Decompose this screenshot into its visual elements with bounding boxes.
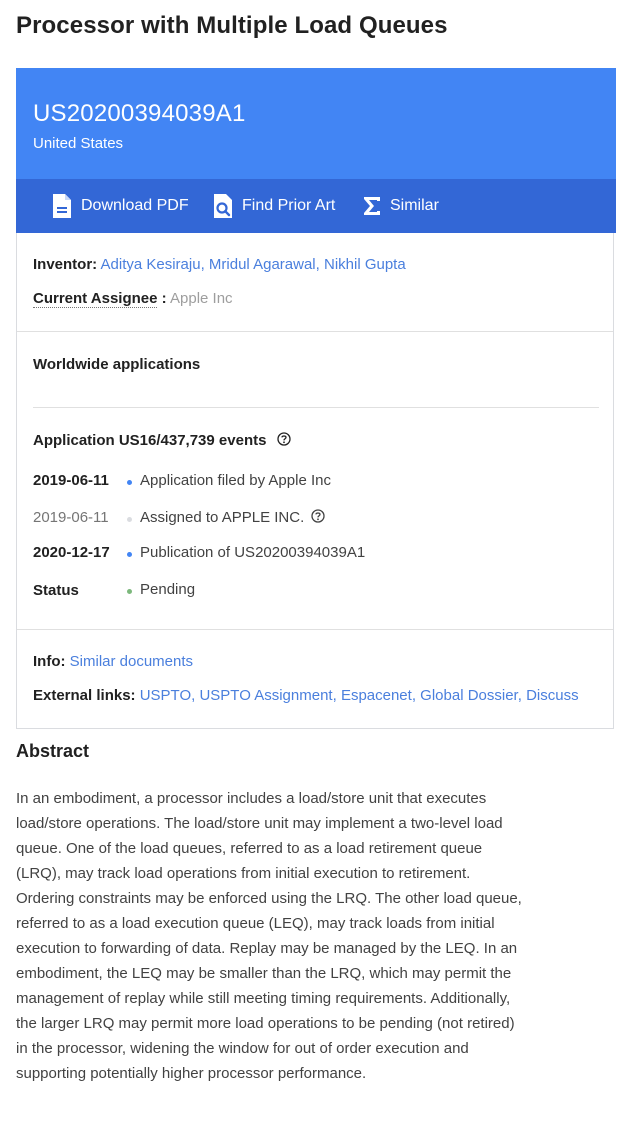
application-events-label: Application US16/437,739 events xyxy=(33,432,267,449)
event-text: Publication of US20200394039A1 xyxy=(140,544,366,561)
page-title: Processor with Multiple Load Queues xyxy=(16,12,448,39)
divider xyxy=(33,407,599,408)
event-text-row xyxy=(140,509,325,527)
info-label: Info: xyxy=(33,653,66,670)
info-row xyxy=(33,653,193,670)
links-section xyxy=(17,630,613,728)
prior-art-search-icon xyxy=(212,193,242,219)
applications-section xyxy=(17,332,613,630)
similar-documents-link[interactable]: Similar documents xyxy=(69,653,194,670)
event-date: 2019-06-11 xyxy=(33,472,109,489)
country-label: United States xyxy=(33,135,124,152)
help-icon[interactable] xyxy=(277,432,291,450)
abstract-heading: Abstract xyxy=(16,741,90,761)
find-prior-art-label: Find Prior Art xyxy=(242,197,336,214)
event-bullet xyxy=(127,517,132,522)
inventor-link[interactable]: Nikhil Gupta xyxy=(323,256,406,273)
event-bullet xyxy=(127,552,132,557)
event-date: 2019-06-11 xyxy=(33,509,109,526)
external-link-uspto[interactable]: USPTO xyxy=(139,687,192,704)
assignee-value: Apple Inc xyxy=(170,290,233,307)
similar-label: Similar xyxy=(390,197,439,214)
help-icon[interactable] xyxy=(311,509,325,527)
patent-header xyxy=(16,68,616,179)
find-prior-art-button[interactable] xyxy=(212,179,335,233)
patent-toolbar xyxy=(16,179,616,233)
publication-number: US20200394039A1 xyxy=(33,100,246,127)
inventor-label: Inventor: xyxy=(33,256,98,273)
people-section xyxy=(17,233,613,332)
status-label: Status xyxy=(33,582,79,599)
external-link-espacenet[interactable]: Espacenet xyxy=(340,687,412,704)
external-link-global-dossier[interactable]: Global Dossier xyxy=(420,687,518,704)
external-links-row: External links: USPTO, USPTO Assignment, Espacenet, Global Dossier, Discuss xyxy=(33,687,579,704)
worldwide-applications-label: Worldwide applications xyxy=(33,356,201,373)
external-link-discuss[interactable]: Discuss xyxy=(526,687,579,704)
pdf-icon xyxy=(51,193,81,219)
download-pdf-button[interactable] xyxy=(51,179,189,233)
status-bullet xyxy=(127,589,132,594)
patent-summary-card xyxy=(16,68,614,729)
status-value: Pending xyxy=(140,581,196,598)
abstract-text: In an embodiment, a processor includes a load/store unit that executes load/store operations. The load/store unit may implement a two-level load queue. One of the load queues, referred to as a load retirement queue (LRQ), may track load operations from initial execution to retirement. Ordering constraints may be enforced using the LRQ. The other load queue, referred to as a load execution queue (LEQ), may track loads from initial execution to forwarding of data. Replay may be managed by the LEQ. In an embodiment, the LEQ may be smaller than the LRQ, which may permit the management of replay while still meeting timing requirements. Additionally, the larger LRQ may permit more load operations to be pending (not retired) in the processor, widening the window for out of order execution and supporting potentially higher processor performance. xyxy=(16,790,522,1082)
assignee-row xyxy=(33,290,233,307)
assignee-separator: : xyxy=(161,290,167,307)
assignee-label: Current Assignee xyxy=(33,290,158,307)
inventor-row: Inventor: Aditya Kesiraju, Mridul Agarawal, Nikhil Gupta xyxy=(33,256,406,273)
similar-button[interactable] xyxy=(362,179,439,233)
event-text: Application filed by Apple Inc xyxy=(140,472,331,489)
sigma-icon xyxy=(362,195,390,217)
external-links-label: External links: xyxy=(33,687,136,704)
inventor-link[interactable]: Aditya Kesiraju xyxy=(100,256,201,273)
event-date: 2020-12-17 xyxy=(33,544,110,561)
inventor-link[interactable]: Mridul Agarawal xyxy=(208,256,316,273)
download-pdf-label: Download PDF xyxy=(81,197,189,214)
event-text: Assigned to APPLE INC. xyxy=(140,509,305,526)
external-link-uspto-assignment[interactable]: USPTO Assignment xyxy=(199,687,333,704)
event-bullet xyxy=(127,480,132,485)
application-events-heading xyxy=(33,432,291,450)
